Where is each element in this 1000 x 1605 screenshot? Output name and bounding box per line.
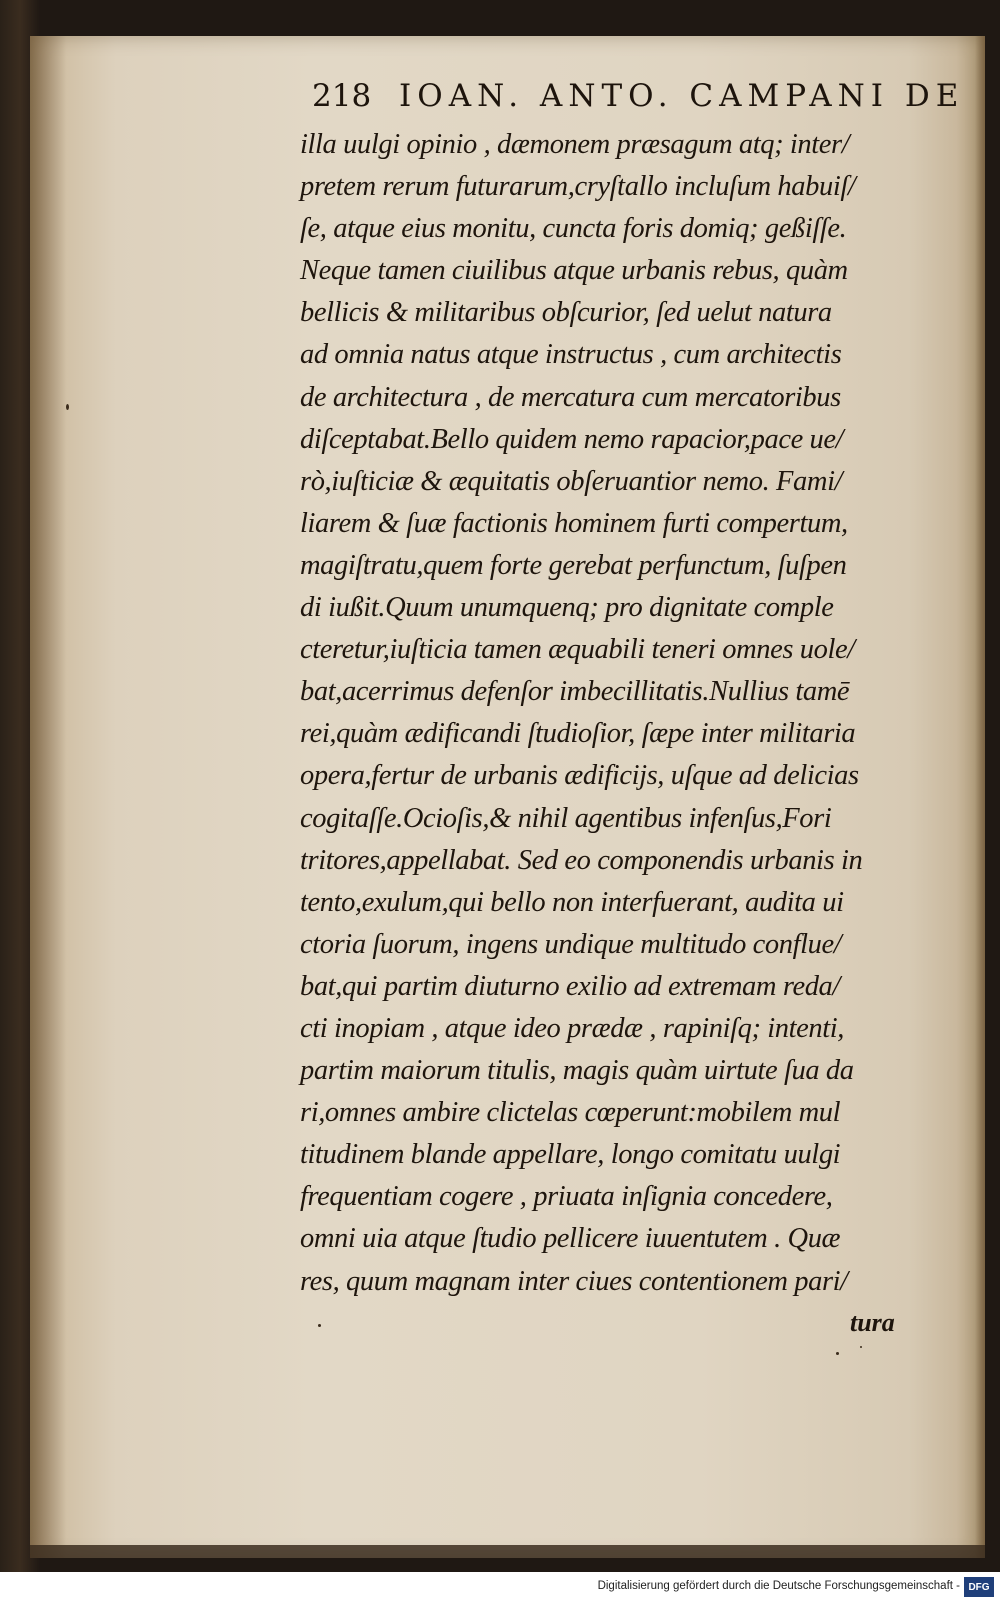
text-line: liarem & ſuæ factionis hominem furti compertum, [300, 507, 848, 539]
text-line: frequentiam cogere , priuata inſignia concedere, [300, 1181, 833, 1213]
page-gutter-shadow [30, 36, 66, 1558]
text-line: de architectura , de mercatura cum mercatoribus [300, 381, 841, 413]
ink-speck [836, 1352, 839, 1355]
text-line: diſceptabat.Bello quidem nemo rapacior,pace ue/ [300, 423, 844, 455]
text-line: bellicis & militaribus obſcurior, ſed uelut natura [300, 297, 832, 329]
ink-speck [860, 1346, 862, 1348]
text-line: titudinem blande appellare, longo comitatu uulgi [300, 1139, 841, 1171]
running-header [312, 78, 965, 118]
text-line: omni uia atque ſtudio pellicere iuuentutem . Quæ [300, 1223, 841, 1255]
text-line: bat,acerrimus defenſor imbecillitatis.Nullius tamē [300, 676, 850, 708]
ink-speck [66, 404, 69, 410]
text-line: cti inopiam , atque ideo prædæ , rapiniſq; intenti, [300, 1012, 845, 1044]
page-number: 218 [312, 78, 372, 114]
text-line: bat,qui partim diuturno exilio ad extremam reda/ [300, 970, 840, 1002]
text-line: illa uulgi opinio , dæmonem præsagum atq; inter/ [300, 129, 850, 160]
running-title: IOAN. ANTO. CAMPANI DE [399, 78, 965, 114]
text-line: Neque tamen ciuilibus atque urbanis rebus, quàm [300, 255, 848, 287]
dfg-logo-icon [964, 1577, 994, 1597]
text-line: opera,fertur de urbanis ædificijs, uſque ad delicias [300, 760, 859, 792]
page-bottom-edge [30, 1545, 985, 1558]
text-line: partim maiorum titulis, magis quàm uirtute ſua da [300, 1055, 854, 1087]
digitization-footer [0, 1572, 1000, 1605]
text-line: cteretur,iuſticia tamen æquabili teneri omnes uole/ [300, 634, 855, 666]
text-line: ri,omnes ambire clictelas cœperunt:mobilem mul [300, 1097, 841, 1129]
text-line: pretem rerum futurarum,cryſtallo incluſum habuiſ/ [300, 171, 856, 203]
text-line: rò,iuſticiæ & æquitatis obſeruantior nemo. Fami/ [300, 465, 843, 497]
main-text-block [300, 124, 912, 1303]
dfg-logo-text: DFG [968, 1581, 990, 1593]
text-line: ad omnia natus atque instructus , cum architectis [300, 339, 842, 371]
text-line: cogitaſſe.Ocioſis,& nihil agentibus infenſus,Fori [300, 802, 832, 834]
text-line: ctoria ſuorum, ingens undique multitudo conflue/ [300, 928, 842, 960]
text-line: tritores,appellabat. Sed eo componendis urbanis in [300, 844, 863, 876]
text-line: tento,exulum,qui bello non interfuerant, audita ui [300, 886, 844, 918]
ink-speck [318, 1324, 321, 1327]
catchword: tura [850, 1308, 895, 1337]
funding-credit: Digitalisierung gefördert durch die Deutsche Forschungsgemeinschaft - [597, 1580, 960, 1592]
text-line: ſe, atque eius monitu, cuncta foris domiq; geßiſſe. [300, 213, 847, 245]
page-edge-shadow [975, 36, 985, 1558]
text-line: res, quum magnam inter ciues contentionem pari/ [300, 1265, 848, 1297]
text-line: rei,quàm ædificandi ſtudioſior, ſæpe inter militaria [300, 718, 856, 750]
text-line: di iußit.Quum unumquenq; pro dignitate comple [300, 592, 834, 624]
text-line: magiſtratu,quem forte gerebat perfunctum, ſuſpen [300, 549, 847, 581]
